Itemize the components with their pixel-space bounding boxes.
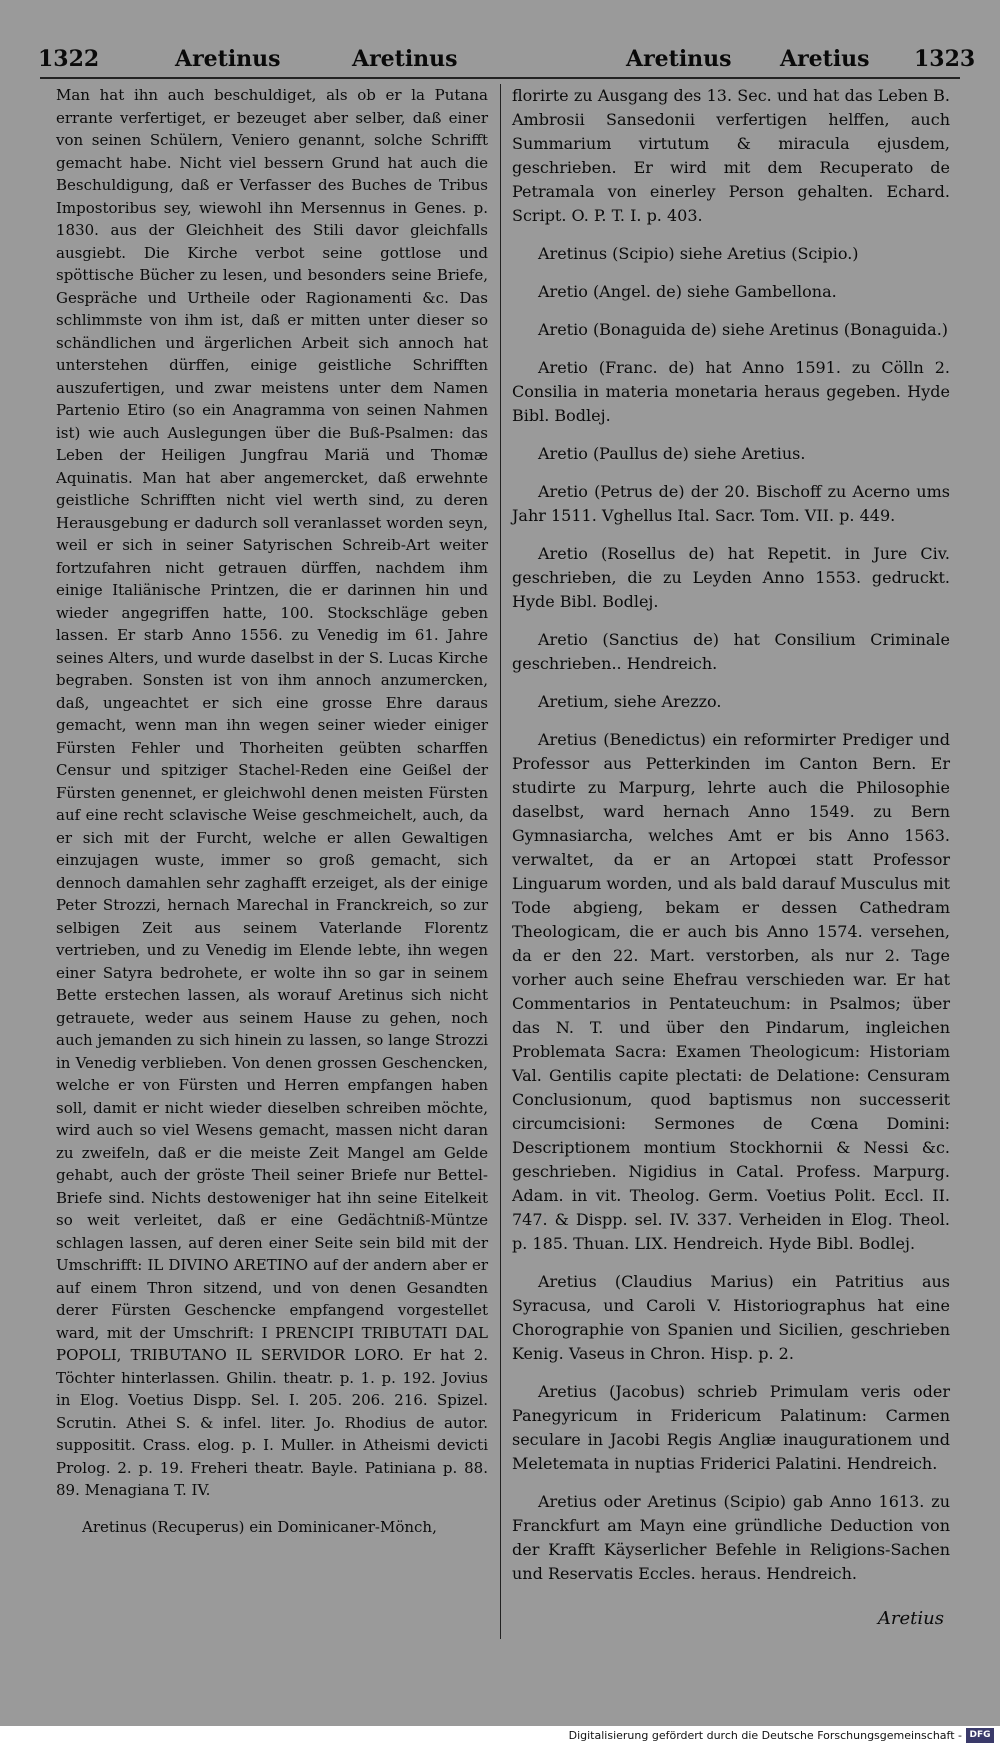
page-number-left: 1322 (38, 46, 100, 72)
paragraph: Aretio (Angel. de) siehe Gambellona. (538, 282, 837, 301)
dfg-logo: DFG (966, 1728, 994, 1743)
paragraph: Aretio (Petrus de) der 20. Bischoff zu Acerno ums Jahr 1511. Vghellus Ital. Sacr. Tom. VII. p. 449. (512, 482, 950, 525)
paragraph: Man hat ihn auch beschuldiget, als ob er la Putana errante verfertiget, er bezeuget aber selber, daß einer von seinen Schülern, Veniero genannt, solche Schrifft gemacht habe. Nicht viel bessern Grund hat auch die Beschuldigung, daß er Verfasser des Buches de Tribus Impostoribus sey, wiewohl ihn Mersennus in Genes. p. 1830. aus der Gleichheit des Stili davor gleichfalls ausgiebt. Die Kirche verbot seine gottlose und spöttische Bücher zu lesen, und besonders seine Briefe, Gespräche und Urtheile oder Ragionamenti &c. Das schlimmste von ihm ist, daß er mitten unter dieser so schändlichen und ärgerlichen Arbeit sich annoch hat unterstehen dürffen, einige geistliche Schrifften auszufertigen, und zwar meistens unter dem Namen Partenio Etiro (so ein Anagramma von seinen Nahmen ist) wie auch Auslegungen über die Buß-Psalmen: das Leben der Heiligen Jungfrau Mariä und Thomæ Aquinatis. Man hat aber angemercket, daß erwehnte geistliche Schrifften nicht viel werth sind, zu deren Herausgebung er dadurch soll veranlasset worden seyn, weil er sich in seiner Satyrischen Schreib-Art weiter fortzufahren nicht getrauen dürffen, nachdem ihm einige Italiänische Printzen, die er darinnen hin und wieder angegriffen hatte, 100. Stockschläge geben lassen. Er starb Anno 1556. zu Venedig im 61. Jahre seines Alters, und wurde daselbst in der S. Lucas Kirche begraben. Sonsten ist von ihm annoch anzumercken, daß, ungeachtet er sich eine grosse Ehre daraus gemacht, wenn man ihn wegen seiner wieder einiger Fürsten Fehler und Thorheiten geübten scharffen Censur und spitziger Stachel-Reden eine Geißel der Fürsten genennet, er gleichwohl denen meisten Fürsten auf eine recht sclavische Weise geschmeichelt, auch, da er sich mit der Furcht, welche er allen Gewaltigen einzujagen wuste, immer so groß gemacht, sich dennoch damahlen sehr zaghafft erzeiget, als der einige Peter Strozzi, hernach Marechal in Franckreich, so zur selbigen Zeit aus seinem Vaterlande Florentz vertrieben, und zu Venedig im Elende lebte, ihn wegen einer Satyra bedrohete, er wolte ihn so gar in seinem Bette erstechen lassen, als worauf Aretinus sich nicht getrauete, weder aus seinem Hause zu gehen, noch auch jemanden zu sich hinein zu lassen, so lange Strozzi in Venedig verblieben. Von denen grossen Geschencken, welche er von Fürsten und Herren empfangen haben soll, damit er nicht wieder dieselben schreiben möchte, wird auch so viel Wesens gemacht, massen nicht daran zu zweifeln, daß er die meiste Zeit Mangel am Gelde gehabt, auch der gröste Theil seiner Briefe nur Bettel-Briefe sind. Nichts destoweniger hat ihn seine Eitelkeit so weit verleitet, daß er eine Gedächtniß-Müntze schlagen lassen, auf deren einer Seite sein bild mit der Umschrifft: IL DIVINO ARETINO auf der andern aber er auf einem Thron sitzend, und von denen Gesandten derer Fürsten Geschencke empfangend vorgestellet ward, mit der Umschrift: I PRENCIPI TRIBUTATI DAL POPOLI, TRIBUTANO IL SERVIDOR LORO. Er hat 2. Töchter hinterlassen. Ghilin. theatr. p. 1. p. 192. Jovius in Elog. Voetius Dispp. Sel. I. 205. 206. 216. Spizel. Scrutin. Athei S. & infel. liter. Jo. Rhodius de autor. suppositit. Crass. elog. p. I. Muller. in Atheismi devicti Prolog. 2. p. 19. Freheri theatr. Bayle. Patiniana p. 88. 89. Menagiana T. IV. (56, 86, 488, 1499)
paragraph: Aretius oder Aretinus (Scipio) gab Anno 1613. zu Franckfurt am Mayn eine gründliche Deduction von der Krafft Käyserlicher Befehle in Religions-Sachen und Reservatis Eccles. heraus. Hendreich. (512, 1492, 950, 1583)
paragraph: Aretius (Jacobus) schrieb Primulam veris oder Panegyricum in Fridericum Palatinum: Carmen seculare in Jacobi Regis Angliæ inaugurationem und Meletemata in nuptias Friderici Palatini. Hendreich. (512, 1382, 950, 1473)
column-divider (500, 84, 501, 1639)
paragraph: Aretinus (Recuperus) ein Dominicaner-Mönch, (82, 1517, 437, 1536)
running-title-left-1: Aretinus (175, 46, 281, 72)
footer-credit: Digitalisierung gefördert durch die Deutsche Forschungsgemeinschaft - (568, 1729, 962, 1742)
paragraph: Aretinus (Scipio) siehe Aretius (Scipio.) (538, 244, 859, 263)
paragraph: Aretius (Claudius Marius) ein Patritius aus Syracusa, und Caroli V. Historiographus hat eine Chorographie von Spanien und Sicilien, geschrieben Kenig. Vaseus in Chron. Hisp. p. 2. (512, 1272, 950, 1363)
paragraph: Aretius (Benedictus) ein reformirter Prediger und Professor aus Petterkinden im Canton Bern. Er studirte zu Marpurg, lehrte auch die Philosophie daselbst, ward hernach Anno 1549. zu Bern Gymnasiarcha, welches Amt er bis Anno 1563. verwaltet, da er an Artopœi statt Professor Linguarum worden, und als bald darauf Musculus mit Tode abgieng, bekam er dessen Cathedram Theologicam, die er auch bis Anno 1574. versehen, da er den 22. Mart. verstorben, als nur 2. Tage vorher auch seine Ehefrau verschieden war. Er hat Commentarios in Pentateuchum: in Psalmos; über das N. T. und über den Pindarum, ingleichen Problemata Sacra: Examen Theologicum: Historiam Val. Gentilis capite plectati: de Delatione: Censuram Conclusionum, quod baptismus non successerit circumcisioni: Sermones de Cœna Domini: Descriptionem montium Stockhornii & Nessi &c. geschrieben. Nigidius in Catal. Profess. Marpurg. Adam. in vit. Theolog. Germ. Voetius Polit. Eccl. II. 747. & Dispp. sel. IV. 337. Verheiden in Elog. Theol. p. 185. Thuan. LIX. Hendreich. Hyde Bibl. Bodlej. (512, 730, 950, 1253)
digitization-footer (0, 1726, 1000, 1745)
paragraph: Aretio (Sanctius de) hat Consilium Criminale geschrieben.. Hendreich. (512, 630, 950, 673)
running-title-right-2: Aretius (780, 46, 870, 72)
running-title-left-2: Aretinus (352, 46, 458, 72)
paragraph: Aretio (Paullus de) siehe Aretius. (538, 444, 806, 463)
running-title-right-1: Aretinus (626, 46, 732, 72)
paragraph: Aretio (Franc. de) hat Anno 1591. zu Cölln 2. Consilia in materia monetaria heraus gegeben. Hyde Bibl. Bodlej. (512, 358, 950, 425)
paragraph: Aretium, siehe Arezzo. (538, 692, 722, 711)
page-number-right: 1323 (914, 46, 976, 72)
left-column (56, 84, 488, 1552)
header-rule (40, 77, 960, 79)
running-header (0, 40, 1000, 80)
paragraph: Aretio (Rosellus de) hat Repetit. in Jure Civ. geschrieben, die zu Leyden Anno 1553. gedruckt. Hyde Bibl. Bodlej. (512, 544, 950, 611)
right-column (512, 84, 950, 1600)
paragraph: florirte zu Ausgang des 13. Sec. und hat das Leben B. Ambrosii Sansedonii verfertigen helffen, auch Summarium virtutum & miracula ejusdem, geschrieben. Er wird mit dem Recuperato de Petramala von einerley Person gehalten. Echard. Script. O. P. T. I. p. 403. (512, 86, 950, 225)
paragraph: Aretio (Bonaguida de) siehe Aretinus (Bonaguida.) (538, 320, 949, 339)
catchword: Aretius (877, 1608, 944, 1629)
